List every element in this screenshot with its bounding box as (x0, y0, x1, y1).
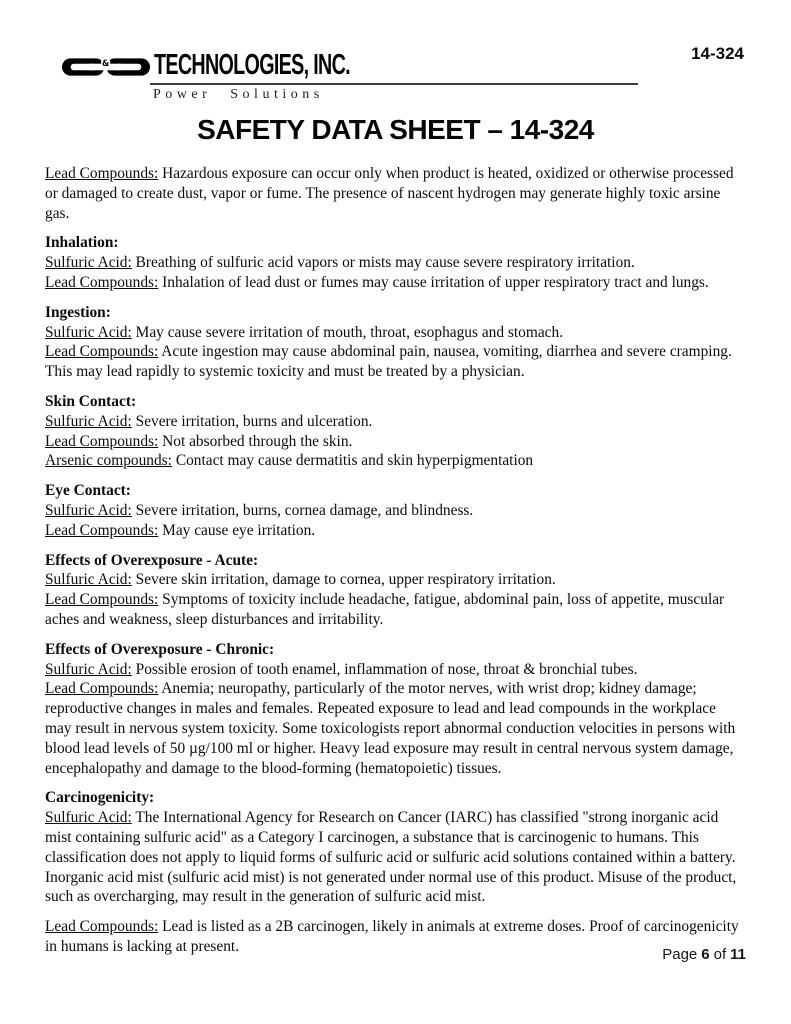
section (45, 788, 746, 907)
substance-label: Sulfuric Acid: (45, 254, 132, 272)
section (45, 233, 746, 292)
paragraph: Lead Compounds: Anemia; neuropathy, particularly of the motor nerves, with wrist drop; kidney damage; reproductive changes in males and females. Repeated exposure to lead and lead compounds in the workplace may result in nervous system toxicity. Some toxicologists report abnormal conduction velocities in persons with blood lead levels of 50 µg/100 ml or higher. Heavy lead exposure may result in central nervous system damage, encephalopathy and damage to the blood-forming (hematopoietic) tissues. (45, 680, 736, 777)
substance-label: Sulfuric Acid: (45, 323, 132, 341)
paragraph: Sulfuric Acid: Severe irritation, burns and ulceration. (45, 412, 373, 430)
of-label: of (713, 946, 727, 963)
substance-label: Lead Compounds: (45, 680, 159, 698)
sections (45, 164, 746, 957)
paragraph: Lead Compounds: Symptoms of toxicity include headache, fatigue, abdominal pain, loss of appetite, muscular aches and weakness, sleep disturbances and irritability. (45, 591, 725, 628)
section (45, 164, 746, 223)
page-label: Page (662, 946, 698, 963)
section-heading: Effects of Overexposure - Chronic: (45, 640, 275, 658)
paragraph: Sulfuric Acid: May cause severe irritation of mouth, throat, esophagus and stomach. (45, 323, 564, 341)
substance-label: Lead Compounds: (45, 521, 159, 539)
page-current: 6 (701, 946, 710, 963)
substance-label: Lead Compounds: (45, 918, 159, 936)
substance-label: Lead Compounds: (45, 165, 159, 182)
substance-label: Sulfuric Acid: (45, 809, 132, 827)
substance-label: Sulfuric Acid: (45, 412, 132, 430)
paragraph: Lead Compounds: Hazardous exposure can occur only when product is heated, oxidized or otherwise processed or damaged to create dust, vapor or fume. The presence of nascent hydrogen may generate highly toxic arsine gas. (45, 165, 734, 222)
section (45, 392, 746, 471)
section-heading: Carcinogenicity: (45, 789, 155, 807)
substance-label: Arsenic compounds: (45, 452, 172, 470)
company-tagline: Power Solutions (153, 87, 324, 102)
logo-row (45, 48, 746, 80)
section (45, 640, 746, 779)
section-heading: Effects of Overexposure - Acute: (45, 551, 259, 569)
paragraph: Arsenic compounds: Contact may cause dermatitis and skin hyperpigmentation (45, 452, 534, 470)
paragraph: Sulfuric Acid: Severe skin irritation, damage to cornea, upper respiratory irritation. (45, 571, 556, 589)
section (45, 303, 746, 382)
page-title: SAFETY DATA SHEET – 14-324 (197, 114, 594, 145)
substance-label: Sulfuric Acid: (45, 501, 132, 519)
paragraph: Sulfuric Acid: Breathing of sulfuric acid vapors or mists may cause severe respiratory irritation. (45, 254, 635, 272)
section-heading: Ingestion: (45, 303, 111, 321)
substance-label: Lead Compounds: (45, 591, 159, 609)
section-heading: Skin Contact: (45, 392, 137, 410)
cd-logo-icon (62, 55, 150, 79)
company-logo-block (45, 48, 746, 106)
substance-label: Lead Compounds: (45, 432, 159, 450)
svg-text:&: & (101, 59, 110, 70)
company-name: TECHNOLOGIES, INC. (154, 49, 350, 81)
paragraph: Lead Compounds: Inhalation of lead dust or fumes may cause irritation of upper respiratory tract and lungs. (45, 273, 709, 291)
paragraph: Lead Compounds: Not absorbed through the skin. (45, 432, 353, 450)
section (45, 917, 746, 957)
section-heading: Eye Contact: (45, 482, 131, 500)
page-total: 11 (730, 946, 746, 963)
paragraph: Lead Compounds: Lead is listed as a 2B carcinogen, likely in animals at extreme doses. Proof of carcinogenicity in humans is lacking at present. (45, 918, 739, 955)
paragraph: Sulfuric Acid: Severe irritation, burns, cornea damage, and blindness. (45, 501, 474, 519)
substance-label: Lead Compounds: (45, 273, 159, 291)
substance-label: Sulfuric Acid: (45, 660, 132, 678)
paragraph: Lead Compounds: Acute ingestion may cause abdominal pain, nausea, vomiting, diarrhea and severe cramping. This may lead rapidly to systemic toxicity and must be treated by a physician. (45, 343, 732, 381)
section (45, 481, 746, 540)
paragraph: Lead Compounds: May cause eye irritation. (45, 521, 316, 539)
substance-label: Sulfuric Acid: (45, 571, 132, 589)
substance-label: Lead Compounds: (45, 343, 159, 361)
paragraph: Sulfuric Acid: The International Agency for Research on Cancer (IARC) has classified "strong inorganic acid mist containing sulfuric acid" as a Category I carcinogen, a substance that is carcinogenic to humans. This classification does not apply to liquid forms of sulfuric acid or sulfuric acid solutions contained within a battery. Inorganic acid mist (sulfuric acid mist) is not generated under normal use of this product. Misuse of the product, such as overcharging, may result in the generation of sulfuric acid mist. (45, 809, 737, 906)
paragraph: Sulfuric Acid: Possible erosion of tooth enamel, inflammation of nose, throat & bronchial tubes. (45, 660, 638, 678)
section (45, 551, 746, 630)
header-divider (150, 83, 638, 85)
document-number: 14-324 (691, 44, 744, 63)
page-footer (662, 946, 746, 963)
section-heading: Inhalation: (45, 234, 119, 252)
